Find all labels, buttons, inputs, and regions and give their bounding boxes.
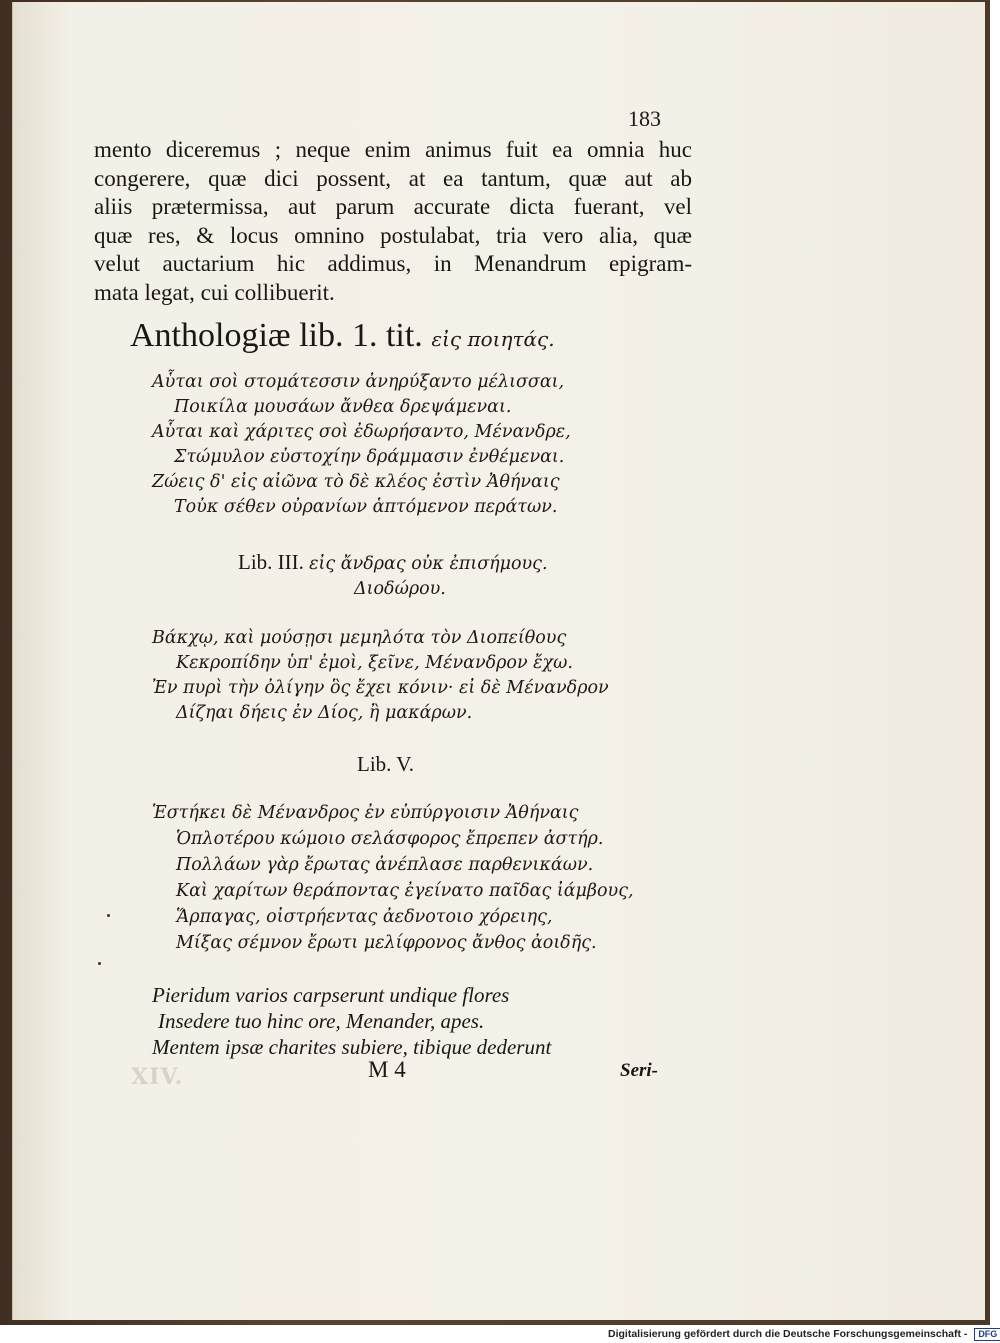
epigram1-line: Στώμυλον εὐστοχίην δράμμασιν ἐνθέμεναι. [174,447,565,467]
paragraph-line: quæ res, & locus omnino postulabat, tria vero alia, quæ [94,222,692,248]
epigram3-line: Πολλάων γὰρ ἔρωτας ἀνέπλασε παρθενικάων. [176,855,594,875]
epigram1-line: Αὗται σοὶ στομάτεσσιν ἀνηρύξαντο μέλισσαι, [152,372,565,392]
epigram2-line: Βάκχῳ, καὶ μούσῃσι μεμηλότα τὸν Διοπείθους [152,628,567,648]
epigram2-line: Δίζηαι δήεις ἐν Δίος, ἢ μακάρων. [176,703,473,723]
catchword: Seri- [620,1060,658,1081]
epigram3-line: Μίξας σέμνον ἔρωτι μελίφρονος ἄνθος ἀοιδῆς. [176,933,597,953]
paragraph-line: mata legat, cui collibuerit. [94,279,335,305]
bleed-through-text: XIV. [131,1064,184,1090]
epigram1-line: Αὗται καὶ χάριτες σοὶ ἐδωρήσαντο, Μένανδρε, [152,422,571,442]
body-paragraph [94,136,692,307]
section3-title: Lib. V. [357,752,414,776]
paragraph-line: velut auctarium hic addimus, in Menandrum epigram- [94,251,692,276]
epigram2-line: Ἐν πυρὶ τὴν ὀλίγην ὃς ἔχει κόνιν· εἰ δὲ Μένανδρον [152,678,609,698]
paragraph-line: congerere, quæ dici possent, at ea tantum, quæ aut ab [94,165,692,191]
page-number: 183 [628,106,661,131]
heading-greek: εἰς ποιητάς. [431,327,555,351]
epigram2-line: Κεκροπίδην ὑπ' ἐμοὶ, ξεῖνε, Μένανδρον ἔχω. [176,653,573,673]
dfg-logo: DFG [974,1328,1000,1341]
epigram3-line: Καὶ χαρίτων θεράποντας ἐγείνατο παῖδας ἰάμβους, [176,881,634,901]
epigram1-line: Τοὐκ σέθεν οὐρανίων ἁπτόμενον περάτων. [174,497,558,517]
heading-latin: Anthologiæ lib. 1. tit. [130,317,423,354]
epigram1-line: Ζώεις δ' εἰς αἰῶνα τὸ δὲ κλέος ἐστὶν Ἀθήναις [152,472,560,492]
section2-title [238,550,548,575]
paragraph-line: mento diceremus ; neque enim animus fuit ea omnia huc [94,137,692,162]
latin-verse-line: Insedere tuo hinc ore, Menander, apes. [158,1009,485,1033]
section2-author: Διοδώρου. [354,579,446,599]
footer-credit [608,1325,1000,1343]
epigram3-line: Ἅρπαγας, οἰστρήεντας ἀεδνοτοιο χόρειης, [176,907,553,927]
epigram1-line: Ποικίλα μουσάων ἄνθεα δρεψάμεναι. [174,397,512,417]
section-heading [130,317,555,355]
latin-verse-line: Mentem ipsæ charites subiere, tibique dederunt [152,1035,552,1059]
ink-speck [98,962,101,965]
epigram3-line: Ἑστήκει δὲ Μένανδρος ἐν εὐπύργοισιν Ἀθήναις [152,803,579,823]
epigram3-line: Ὁπλοτέρου κώμοιο σελάσφορος ἔπρεπεν ἀστήρ. [176,829,604,849]
ink-speck [107,914,110,917]
section2-title-latin: Lib. III. [238,550,304,574]
signature-mark: M 4 [368,1057,406,1082]
section2-title-greek: εἰς ἄνδρας οὐκ ἐπισήμους. [309,554,548,574]
latin-verse-line: Pieridum varios carpserunt undique flores [152,983,510,1007]
footer-text: Digitalisierung gefördert durch die Deutsche Forschungsgemeinschaft - [608,1328,968,1340]
paragraph-line: aliis prætermissa, aut parum accurate dicta fuerant, vel [94,194,692,219]
